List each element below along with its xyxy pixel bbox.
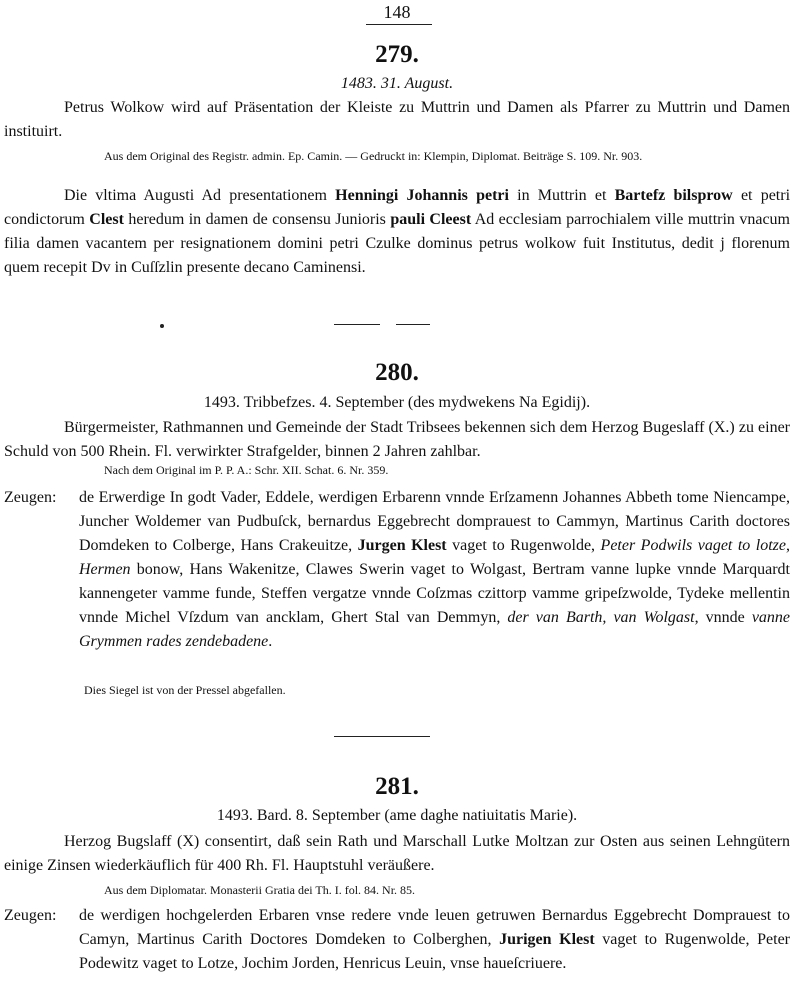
entry-281-source: Aus dem Diplomatar. Monasterii Gratia dei Th. I. fol. 84. Nr. 85. (104, 883, 416, 897)
entry-281-summary: Herzog Bugslaff (X) consentirt, daß sein Rath und Marschall Lutke Moltzan zur Osten aus seinen Lehngütern einige Zinsen wiederkäuflich für 400 Rh. Fl. Hauptstuhl veräußere. (4, 833, 790, 874)
entry-281-witnesses: Zeugen: de werdigen hochgelerden Erbaren vnse redere vnde leuen getruwen Bernardus Eggebrecht Domprauest to Camyn, Martinus Carith Doctores Domdeken to Colberghen, Jurigen Klest vaget to Rugenwolde, Peter Podewitz vaget to Lotze, Jochim Jorden, Henricus Leuin, vnse haueſcriuere. (4, 904, 790, 976)
entry-279-number: 279. (375, 41, 419, 68)
witness-label: Zeugen: (4, 489, 57, 506)
witness-label: Zeugen: (4, 907, 57, 924)
entry-280-date: 1493. Tribbefzes. 4. September (des mydwekens Na Egidij). (203, 394, 591, 411)
entry-281-date: 1493. Bard. 8. September (ame daghe natiuitatis Marie). (216, 807, 578, 824)
page-number-rule (366, 24, 432, 25)
separator-rule (334, 736, 430, 737)
entry-280-witnesses: Zeugen: de Erwerdige In godt Vader, Eddele, werdigen Erbarenn vnnde Erſzamenn Johannes Abbeth tome Niencampe, Juncher Woldemer van Pudbuſck, bernardus Eggebrecht domprauest to Cammyn, Martinus Carith doctores Domdeken to Colberge, Hans Crakeuitze, Jurgen Klest vaget to Rugenwolde, Peter Podwils vaget to lotze, Hermen bonow, Hans Wakenitze, Clawes Swerin vaget to Wolgast, Bertram vanne lupke vnnde Marquardt kannengeter vamme funde, Steffen vergatze vnnde Coſzmas czittorp vamme gripeſzwolde, Tydeke mellentin vnnde Michel Vſzdum van ancklam, Ghert Stal van Demmyn, der van Barth, van Wolgast, vnnde vanne Grymmen rades zendebadene. (4, 486, 790, 654)
entry-280-seal-note: Dies Siegel ist von der Pressel abgefallen. (84, 683, 286, 697)
entry-279-text: Die vltima Augusti Ad presentationem Henningi Johannis petri in Muttrin et Bartefz bilsprow et petri condictorum Clest heredum in damen de consensu Junioris pauli Cleest Ad ecclesiam parrochialem ville muttrin vnacum filia damen vacantem per resignationem domini petri Czulke dominus petrus wolkow fuit Institutus, dedit j florenum quem recepit Dv in Cuſſzlin presente decano Caminensi. (4, 187, 791, 276)
entry-279-source: Aus dem Original des Registr. admin. Ep. Camin. — Gedruckt in: Klempin, Diplomat. Beiträge S. 109. Nr. 903. (104, 149, 643, 163)
page-number: 148 (383, 2, 411, 22)
entry-280-number: 280. (375, 359, 419, 386)
separator-rule (334, 324, 380, 325)
separator-rule (396, 324, 430, 325)
entry-279-date: 1483. 31. August. (340, 75, 454, 92)
ink-mark (160, 324, 164, 328)
entry-279-summary: Petrus Wolkow wird auf Präsentation der Kleiste zu Muttrin und Damen als Pfarrer zu Muttrin und Damen instituirt. (4, 99, 790, 140)
entry-280-summary: Bürgermeister, Rathmannen und Gemeinde der Stadt Tribsees bekennen sich dem Herzog Bugeslaff (X.) zu einer Schuld von 500 Rhein. Fl. verwirkter Strafgelder, binnen 2 Jahren zahlbar. (4, 419, 790, 460)
entry-281-number: 281. (375, 773, 419, 800)
entry-280-source: Nach dem Original im P. P. A.: Schr. XII. Schat. 6. Nr. 359. (104, 463, 389, 477)
document-page (4, 0, 790, 998)
